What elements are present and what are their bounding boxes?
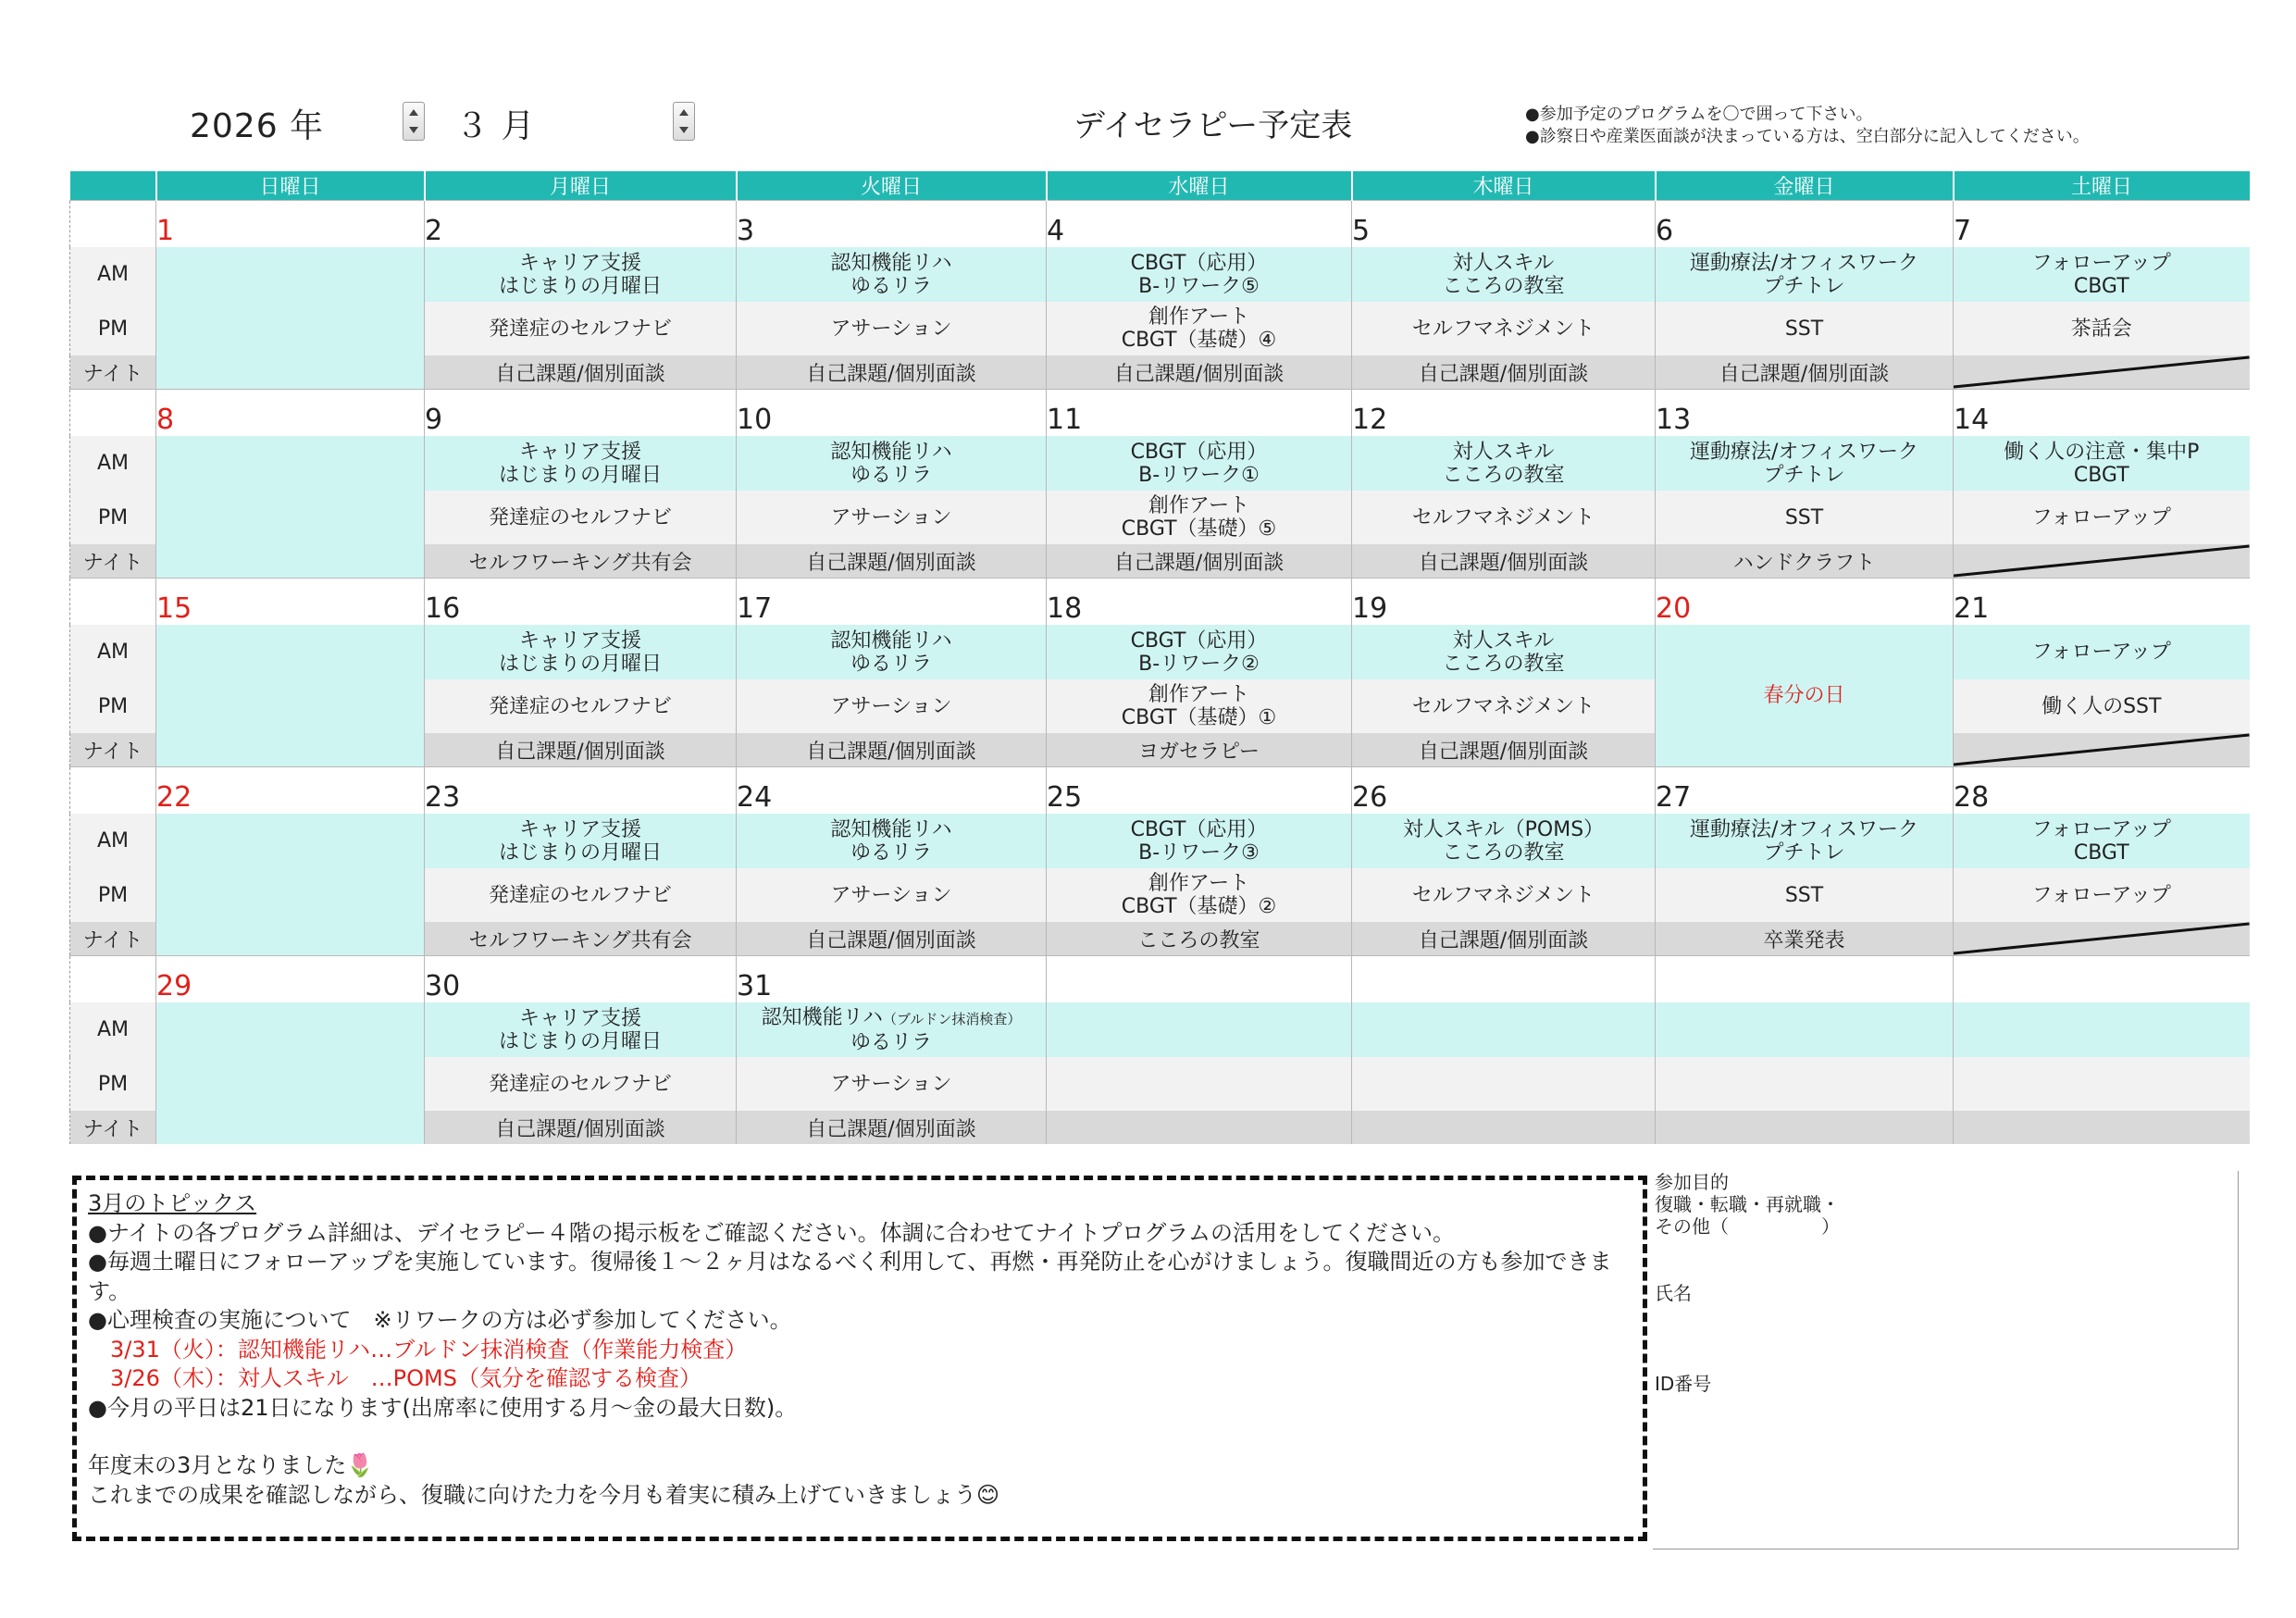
date-number [1954,956,2250,1003]
program-cell[interactable]: 自己課題/個別面談 [737,922,1047,956]
diagonal-line [1954,922,2250,955]
date-number: 20 [1656,579,1954,626]
date-row [70,767,2250,815]
am-row [70,247,2250,302]
program-cell[interactable]: 発達症のセルフナビ [425,868,737,922]
date-number: 18 [1047,579,1352,626]
program-cell[interactable]: アサーション [737,1057,1047,1111]
program-cell[interactable]: 自己課題/個別面談 [1047,355,1352,390]
date-number: 13 [1656,390,1954,437]
program-cell[interactable] [1352,1002,1656,1057]
program-cell[interactable]: アサーション [737,868,1047,922]
spacer [88,1423,1632,1451]
date-number [1047,956,1352,1003]
closed-night-cell [1954,733,2250,767]
weekday-header: 月曜日 [425,171,737,201]
program-cell[interactable] [1954,1057,2250,1111]
pm-label: PM [70,868,156,922]
date-number: 6 [1656,201,1954,248]
program-cell[interactable]: 対人スキル（POMS） こころの教室 [1352,814,1656,868]
purpose-other[interactable]: その他（ ） [1655,1215,1840,1238]
program-cell[interactable]: フォローアップ [1954,491,2250,544]
program-cell[interactable]: アサーション [737,491,1047,544]
program-cell[interactable]: 自己課題/個別面談 [1656,355,1954,390]
pm-label: PM [70,491,156,544]
program-cell[interactable]: CBGT（応用） B-リワーク① [1047,436,1352,491]
night-label: ナイト [70,922,156,956]
program-cell[interactable]: 自己課題/個別面談 [1352,922,1656,956]
program-cell[interactable]: 対人スキル こころの教室 [1352,436,1656,491]
row-label-blank [70,201,156,248]
page-title: デイセラピー予定表 [1074,107,1353,144]
sunday-cell [156,814,425,956]
am-row [70,436,2250,491]
program-cell[interactable]: CBGT（応用） B-リワーク② [1047,625,1352,679]
program-cell[interactable] [1954,1002,2250,1057]
night-label: ナイト [70,544,156,579]
closing-line: これまでの成果を確認しながら、復職に向けた力を今月も着実に積み上げていきましょう😊 [88,1481,1000,1508]
row-label-blank [70,767,156,815]
program-cell[interactable] [737,1002,1047,1057]
am-label: AM [70,625,156,679]
program-note: （ブルドン抹消検査） [882,1010,1022,1027]
date-number: 19 [1352,579,1656,626]
am-row [70,625,2250,679]
date-number: 1 [156,201,425,248]
program-cell[interactable]: ヨガセラピー [1047,733,1352,767]
weekday-header: 日曜日 [156,171,425,201]
header-notes [1525,104,2090,148]
program-cell[interactable]: 働く人の注意・集中P CBGT [1954,436,2250,491]
id-label[interactable]: ID番号 [1655,1373,1712,1395]
program-cell[interactable]: 自己課題/個別面談 [425,733,737,767]
date-number: 11 [1047,390,1352,437]
date-number: 7 [1954,201,2250,248]
program-name: ゆるリラ [850,1030,932,1054]
program-name: 認知機能リハ [761,1005,883,1029]
program-cell[interactable]: 対人スキル こころの教室 [1352,247,1656,302]
program-cell[interactable]: 自己課題/個別面談 [737,355,1047,390]
month-selector: ３ 月 [455,107,536,145]
night-label: ナイト [70,1111,156,1144]
program-cell[interactable]: フォローアップ [1954,625,2250,679]
program-cell[interactable]: SST [1656,302,1954,355]
date-number: 14 [1954,390,2250,437]
am-label: AM [70,436,156,491]
program-cell[interactable]: 発達症のセルフナビ [425,1057,737,1111]
program-cell[interactable]: セルフワーキング共有会 [425,544,737,579]
night-label: ナイト [70,355,156,390]
row-label-blank [70,390,156,437]
note-line: ●参加予定のプログラムを〇で囲って下さい。 [1525,105,1873,124]
topic-line: ●ナイトの各プログラム詳細は、デイセラピー４階の掲示板をご確認ください。体調に合わせてナイトプログラムの活用をしてください。 [88,1219,1456,1246]
date-number: 29 [156,956,425,1003]
program-cell[interactable]: 卒業発表 [1656,922,1954,956]
date-number: 2 [425,201,737,248]
program-cell[interactable]: セルフマネジメント [1352,679,1656,733]
closed-night-cell [1954,355,2250,390]
topic-line: ●毎週土曜日にフォローアップを実施しています。復帰後１〜２ヶ月はなるべく利用して、再燃・再発防止を心がけましょう。復職間近の方も参加できます。 [88,1249,1612,1304]
program-cell[interactable]: セルフマネジメント [1352,302,1656,355]
program-cell[interactable]: セルフワーキング共有会 [425,922,737,956]
program-cell[interactable] [1656,1111,1954,1144]
date-number: 10 [737,390,1047,437]
date-number: 3 [737,201,1047,248]
program-cell[interactable]: 働く人のSST [1954,679,2250,733]
weekday-header: 火曜日 [737,171,1047,201]
program-cell[interactable]: キャリア支援 はじまりの月曜日 [425,436,737,491]
row-label-blank [70,956,156,1003]
program-cell[interactable]: 対人スキル こころの教室 [1352,625,1656,679]
program-cell[interactable] [1352,1057,1656,1111]
program-cell[interactable] [1047,1057,1352,1111]
program-cell[interactable]: 自己課題/個別面談 [1352,355,1656,390]
program-cell[interactable] [1352,1111,1656,1144]
date-number: 15 [156,579,425,626]
date-number: 31 [737,956,1047,1003]
weekday-header: 木曜日 [1352,171,1656,201]
date-number: 4 [1047,201,1352,248]
weekday-header: 金曜日 [1656,171,1954,201]
program-cell[interactable] [1047,1002,1352,1057]
month-spinner[interactable] [673,102,695,141]
date-number: 28 [1954,767,2250,815]
program-cell[interactable]: 発達症のセルフナビ [425,302,737,355]
program-cell[interactable]: SST [1656,868,1954,922]
label-header [70,171,156,201]
diagonal-line [1954,355,2250,389]
date-row [70,579,2250,626]
program-cell[interactable]: アサーション [737,679,1047,733]
program-cell[interactable] [1954,1111,2250,1144]
program-cell[interactable]: 自己課題/個別面談 [737,1111,1047,1144]
program-cell[interactable]: 認知機能リハ ゆるリラ [737,247,1047,302]
date-number: 16 [425,579,737,626]
row-label-blank [70,579,156,626]
program-cell[interactable]: 創作アート CBGT（基礎）② [1047,868,1352,922]
program-cell[interactable]: キャリア支援 はじまりの月曜日 [425,1002,737,1057]
year-selector: 2026 年 [190,107,325,145]
program-cell[interactable]: 創作アート CBGT（基礎）① [1047,679,1352,733]
program-cell[interactable]: 自己課題/個別面談 [737,733,1047,767]
date-number: 21 [1954,579,2250,626]
weekday-header: 水曜日 [1047,171,1352,201]
am-row [70,814,2250,868]
diagonal-line [1954,544,2250,578]
sunday-cell [156,1002,425,1144]
test-schedule-line: 3/31（火）：認知機能リハ…ブルドン抹消検査（作業能力検査） [110,1336,748,1363]
date-number: 5 [1352,201,1656,248]
purpose-label: 参加目的 [1655,1171,1729,1193]
program-cell[interactable]: 運動療法/オフィスワーク プチトレ [1656,814,1954,868]
sunday-cell [156,247,425,390]
date-number [1352,956,1656,1003]
program-cell[interactable]: 自己課題/個別面談 [425,1111,737,1144]
sunday-cell [156,625,425,767]
date-number: 24 [737,767,1047,815]
program-cell[interactable]: SST [1656,491,1954,544]
date-number: 17 [737,579,1047,626]
year-spinner[interactable] [403,102,425,141]
program-cell[interactable]: 自己課題/個別面談 [737,544,1047,579]
date-number: 22 [156,767,425,815]
program-cell[interactable]: 自己課題/個別面談 [425,355,737,390]
date-number: 23 [425,767,737,815]
program-cell[interactable]: 運動療法/オフィスワーク プチトレ [1656,247,1954,302]
topics-title: 3月のトピックス [88,1190,257,1216]
program-cell[interactable]: フォローアップ CBGT [1954,247,2250,302]
sunday-cell [156,436,425,579]
program-cell[interactable]: 認知機能リハ ゆるリラ [737,814,1047,868]
holiday-cell: 春分の日 [1656,625,1954,767]
program-cell[interactable]: 発達症のセルフナビ [425,679,737,733]
program-cell[interactable] [1656,1002,1954,1057]
date-row [70,201,2250,248]
date-number: 26 [1352,767,1656,815]
topic-line: ●今月の平日は21日になります(出席率に使用する月〜金の最大日数)。 [88,1394,798,1421]
program-cell[interactable]: セルフマネジメント [1352,868,1656,922]
closing-line: 年度末の3月となりました🌷 [88,1452,375,1478]
program-cell[interactable]: フォローアップ CBGT [1954,814,2250,868]
participant-form [1653,1171,2239,1550]
test-schedule-line: 3/26（木）：対人スキル …POMS（気分を確認する検査） [110,1365,701,1391]
program-cell[interactable]: キャリア支援 はじまりの月曜日 [425,814,737,868]
program-cell[interactable]: キャリア支援 はじまりの月曜日 [425,247,737,302]
program-cell[interactable]: CBGT（応用） B-リワーク⑤ [1047,247,1352,302]
program-cell[interactable]: 認知機能リハ ゆるリラ [737,436,1047,491]
closed-night-cell [1954,922,2250,956]
pm-label: PM [70,679,156,733]
program-cell[interactable]: 自己課題/個別面談 [1352,544,1656,579]
schedule-calendar [69,171,2250,1144]
am-label: AM [70,1002,156,1057]
diagonal-line [1954,733,2250,766]
monthly-topics [72,1176,1647,1541]
date-number: 30 [425,956,737,1003]
program-cell[interactable]: 創作アート CBGT（基礎）⑤ [1047,491,1352,544]
night-label: ナイト [70,733,156,767]
date-number: 12 [1352,390,1656,437]
program-cell[interactable]: ハンドクラフト [1656,544,1954,579]
am-row [70,1002,2250,1057]
program-cell[interactable] [1656,1057,1954,1111]
program-cell[interactable]: アサーション [737,302,1047,355]
date-row [70,956,2250,1003]
program-cell[interactable]: 茶話会 [1954,302,2250,355]
program-cell[interactable]: セルフマネジメント [1352,491,1656,544]
date-row [70,390,2250,437]
date-number: 8 [156,390,425,437]
program-cell[interactable]: こころの教室 [1047,922,1352,956]
program-cell[interactable]: 自己課題/個別面談 [1047,544,1352,579]
weekday-header-row [70,171,2250,201]
note-line: ●診察日や産業医面談が決まっている方は、空白部分に記入してください。 [1525,127,2090,146]
weekday-header: 土曜日 [1954,171,2250,201]
am-label: AM [70,247,156,302]
program-cell[interactable]: 運動療法/オフィスワーク プチトレ [1656,436,1954,491]
closed-night-cell [1954,544,2250,579]
date-number: 25 [1047,767,1352,815]
program-cell[interactable]: キャリア支援 はじまりの月曜日 [425,625,737,679]
program-cell[interactable] [1047,1111,1352,1144]
am-label: AM [70,814,156,868]
program-cell[interactable]: 発達症のセルフナビ [425,491,737,544]
date-number [1656,956,1954,1003]
date-number: 27 [1656,767,1954,815]
topic-line: ●心理検査の実施について ※リワークの方は必ず参加してください。 [88,1307,792,1333]
pm-label: PM [70,1057,156,1111]
date-number: 9 [425,390,737,437]
program-cell[interactable]: 自己課題/個別面談 [1352,733,1656,767]
name-label[interactable]: 氏名 [1655,1282,1692,1304]
pm-label: PM [70,302,156,355]
program-cell[interactable]: フォローアップ [1954,868,2250,922]
purpose-options[interactable]: 復職・転職・再就職・ [1655,1193,1840,1215]
program-cell[interactable]: 認知機能リハ ゆるリラ [737,625,1047,679]
program-cell[interactable]: CBGT（応用） B-リワーク③ [1047,814,1352,868]
program-cell[interactable]: 創作アート CBGT（基礎）④ [1047,302,1352,355]
